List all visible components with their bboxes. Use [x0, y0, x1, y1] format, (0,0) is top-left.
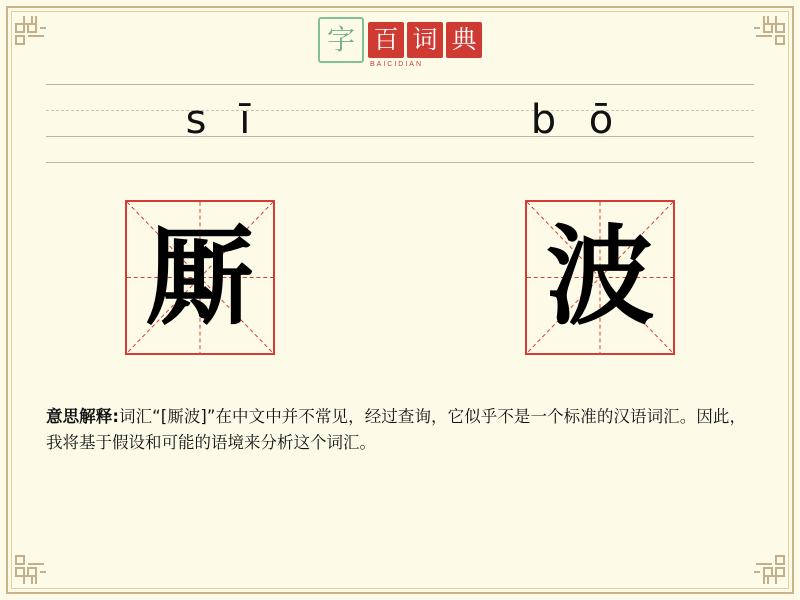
logo-mark-glyph: 字: [326, 23, 355, 56]
corner-ornament-bottom-left: [14, 552, 48, 586]
character-grid-box-2: [525, 200, 675, 355]
corner-ornament-top-right: [752, 14, 786, 48]
explanation-text: 词汇“[厮波]”在中文中并不常见，经过查询，它似乎不是一个标准的汉语词汇。因此，我将基于假设和可能的语境来分析这个词汇。: [46, 407, 746, 452]
logo-wordmark: [368, 22, 482, 58]
corner-ornament-top-left: [14, 14, 48, 48]
character-glyph-2: 波: [545, 214, 654, 340]
character-boxes: [0, 200, 800, 355]
logo-char-1: 百: [368, 22, 404, 58]
character-cell-2: [400, 200, 800, 355]
pinyin-cell-1: s ī: [185, 97, 261, 143]
character-grid-box-1: [125, 200, 275, 355]
pinyin-line-4: [46, 162, 754, 163]
pinyin-row: [46, 84, 754, 162]
logo-char-2: 词: [407, 22, 443, 58]
character-cell-1: [0, 200, 400, 355]
explanation-block: [46, 404, 746, 455]
seal-stamp-icon: [318, 17, 364, 63]
corner-ornament-bottom-right: [752, 552, 786, 586]
pinyin-cell-2: b ō: [530, 97, 624, 143]
logo-char-3: 典: [446, 22, 482, 58]
logo-subtitle: BAICIDIAN: [370, 61, 424, 68]
explanation-label: 意思解释:: [46, 407, 119, 426]
character-glyph-1: 厮: [145, 214, 254, 340]
site-logo[interactable]: [318, 14, 482, 66]
pinyin-grid: [46, 84, 754, 164]
